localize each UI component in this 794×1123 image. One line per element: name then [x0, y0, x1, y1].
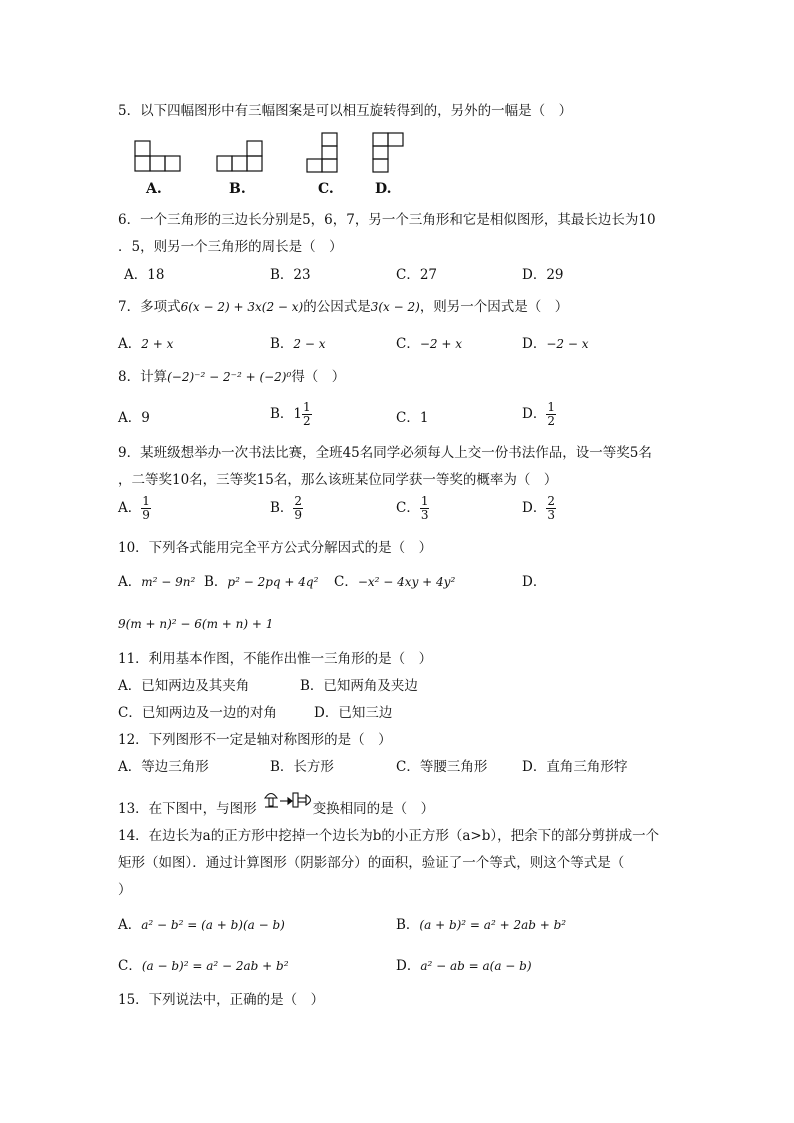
q5-figures [128, 130, 418, 175]
q8-option-d: D． $\frac{1}{2}$ [522, 400, 555, 428]
question-14-line2: 矩形（如图）．通过计算图形（阴影部分）的面积，验证了一个等式，则这个等式是（ [118, 855, 625, 871]
q6-option-a: A．18 [124, 267, 165, 283]
question-13: 13．在下图中，与图形 变换相同的是（ ） [118, 801, 435, 817]
question-8: 8．计算(−2)⁻² − 2⁻² + (−2)⁰得（ ） [118, 369, 346, 385]
q9-option-b: B． $\frac{2}{9}$ [270, 494, 303, 522]
question-15: 15．下列说法中，正确的是（ ） [118, 992, 325, 1008]
figure-a [135, 141, 180, 171]
q7-option-a: A．2 + x [118, 336, 174, 352]
question-10: 10．下列各式能用完全平方公式分解因式的是（ ） [118, 540, 433, 556]
q14-option-b: B．(a + b)² = a² + 2ab + b² [396, 917, 567, 933]
q10-option-b: B．p² − 2pq + 4q² [204, 574, 319, 590]
q7-factor: 3(x − 2) [370, 300, 420, 314]
q6-option-d: D．29 [522, 267, 564, 283]
question-5: 5．以下四幅图形中有三幅图案是可以相互旋转得到的，另外的一幅是（ ） [118, 103, 573, 119]
figure-c [307, 133, 337, 172]
q11-option-a: A．已知两边及其夹角 [118, 678, 250, 694]
question-14-line3: ） [118, 882, 132, 898]
question-12: 12．下列图形不一定是轴对称图形的是（ ） [118, 732, 392, 748]
question-6-line2: ．5，则另一个三角形的周长是（ ） [118, 239, 343, 255]
q6-option-c: C．27 [396, 267, 438, 283]
figure-label-a: A. [146, 181, 162, 197]
q13-transform-figure [262, 788, 318, 812]
q10-option-a: A．m² − 9n² [118, 574, 196, 590]
question-9-line1: 9．某班级想举办一次书法比赛，全班45名同学必须每人上交一份书法作品，设一等奖5名 [118, 445, 652, 461]
q7-mid: 的公因式是 [303, 299, 371, 315]
q12-option-c: C．等腰三角形 [396, 759, 488, 775]
figure-label-b: B. [229, 181, 246, 197]
q8-option-c: C．1 [396, 410, 429, 426]
q10-option-d: D． [522, 574, 547, 590]
q9-option-d: D． $\frac{2}{3}$ [522, 494, 555, 522]
q9-option-a: A． $\frac{1}{9}$ [118, 494, 150, 522]
q12-option-d: D．直角三角形牸 [522, 759, 628, 775]
q7-option-d: D．−2 − x [522, 336, 589, 352]
q8-option-a: A．9 [118, 410, 150, 426]
q7-option-b: B．2 − x [270, 336, 326, 352]
q12-option-b: B．长方形 [270, 759, 334, 775]
q6-option-b: B．23 [270, 267, 311, 283]
q11-option-b: B．已知两角及夹边 [300, 678, 418, 694]
q14-option-a: A．a² − b² = (a + b)(a − b) [118, 917, 285, 933]
q14-option-c: C．(a − b)² = a² − 2ab + b² [118, 958, 289, 974]
q10-option-c: C．−x² − 4xy + 4y² [334, 574, 456, 590]
q7-suffix: ，则另一个因式是（ ） [419, 299, 569, 315]
figure-label-c: C. [318, 181, 334, 197]
figure-d [373, 133, 403, 172]
q10-option-d-expr: 9(m + n)² − 6(m + n) + 1 [118, 617, 274, 631]
q8-expr: (−2)⁻² − 2⁻² + (−2)⁰ [167, 370, 292, 384]
question-7 [118, 297, 568, 317]
q12-option-a: A．等边三角形 [118, 759, 209, 775]
q11-option-d: D．已知三边 [314, 705, 393, 721]
q9-option-c: C． $\frac{1}{3}$ [396, 494, 429, 522]
question-6-line1: 6．一个三角形的三边长分别是5，6，7，另一个三角形和它是相似图形，其最长边长为10 [118, 212, 656, 228]
q14-option-d: D．a² − ab = a(a − b) [396, 958, 532, 974]
q7-option-c: C．−2 + x [396, 336, 462, 352]
q11-option-c: C．已知两边及一边的对角 [118, 705, 277, 721]
q8-option-b: B．1 $\frac{1}{2}$ [270, 400, 311, 428]
figure-label-d: D. [375, 181, 392, 197]
question-9-line2: ，二等奖10名，三等奖15名，那么该班某位同学获一等奖的概率为（ ） [118, 472, 558, 488]
figure-b [217, 141, 262, 171]
q7-prefix: 7．多项式 [118, 299, 181, 315]
question-14-line1: 14．在边长为a的正方形中挖掉一个边长为b的小正方形（a>b），把余下的部分剪拼成一个 [118, 828, 660, 844]
q7-expr: 6(x − 2) + 3x(2 − x) [180, 300, 304, 314]
question-11: 11．利用基本作图，不能作出惟一三角形的是（ ） [118, 651, 433, 667]
